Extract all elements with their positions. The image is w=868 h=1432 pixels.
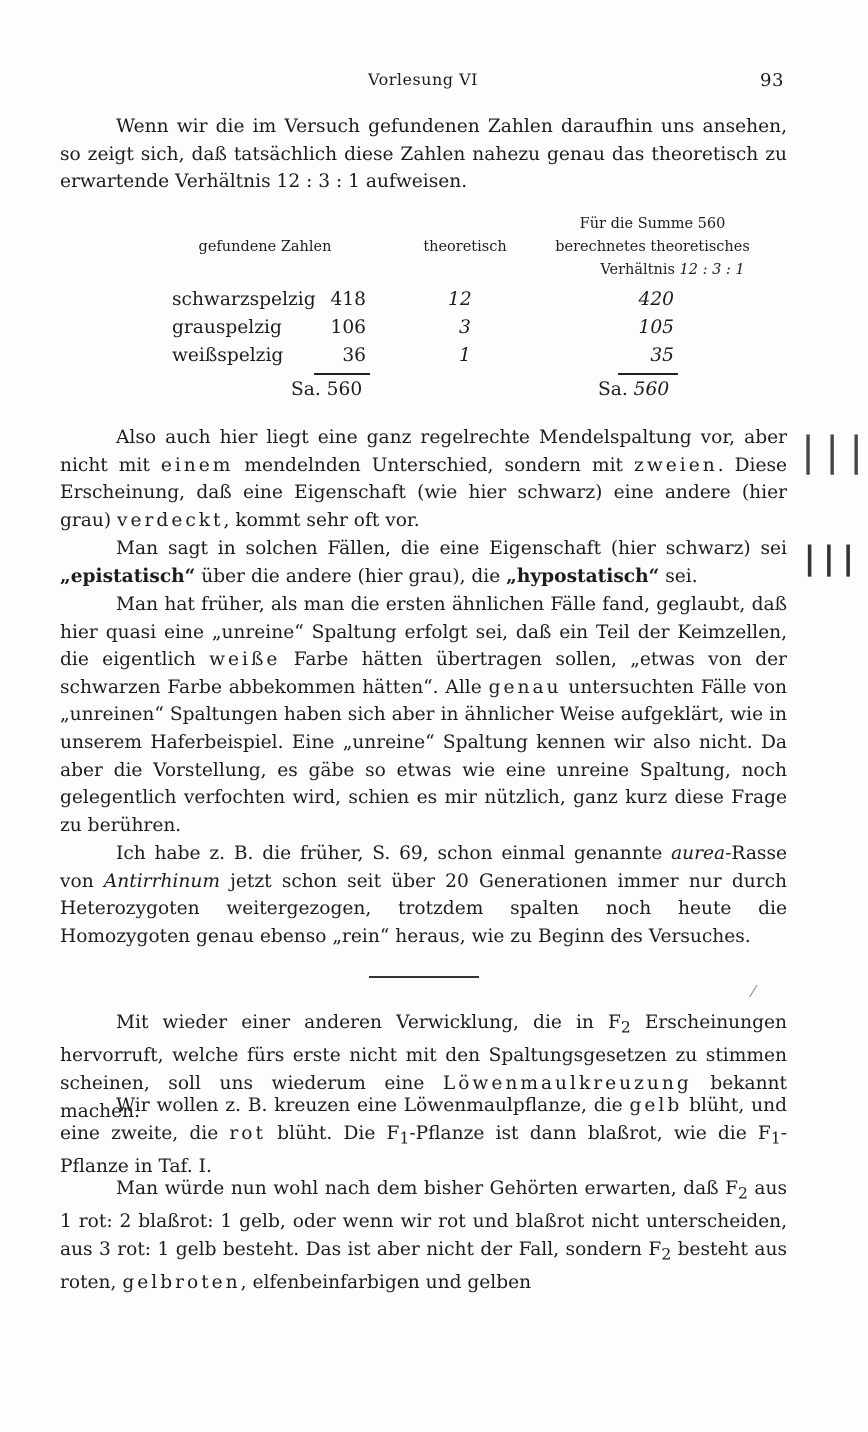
table-cell-calc: 420: [638, 289, 674, 310]
paragraph-8: Man würde nun wohl nach dem bisher Gehörten erwarten, daß $F_2$ aus 1 rot: 2 blaßrot: 1 gelb, oder wenn wir rot und blaßrot nicht unterscheiden, aus 3 rot: 1 gelb besteht. Das ist aber nicht der Fall, sondern $F_2$ besteht aus roten, gelbroten, elfenbeinfarbigen und gelben: [60, 1178, 787, 1294]
paragraph-7: Wir wollen z. B. kreuzen eine Löwenmaulpflanze, die gelb blüht, und eine zweite, die rot blüht. Die $F_1$-Pflanze ist dann blaßrot, wie die $F_1$-Pflanze in Taf. I.: [60, 1095, 787, 1177]
col-header-calc-ratio: 12 : 3 : 1: [679, 262, 745, 278]
table-cell-found: 418: [330, 289, 366, 310]
sum-found: 560: [326, 379, 363, 400]
paragraph-3: Man sagt in solchen Fällen, die eine Eigenschaft (hier schwarz) sei „epistatisch“ über die andere (hier grau), die „hypostatisch“ sei.: [60, 538, 787, 587]
col-header-theory: theoretisch: [423, 239, 507, 255]
margin-mark-1: |||: [796, 429, 868, 475]
col-header-calc-line3: [540, 259, 765, 282]
table-cell-found: 106: [330, 317, 366, 338]
col-header-calc-ratio-label: Verhältnis: [600, 262, 675, 278]
table-cell-calc: 35: [650, 345, 674, 366]
table-cell-found: 36: [342, 345, 366, 366]
sum-label: Sa.: [598, 379, 628, 400]
section-separator: [369, 976, 479, 978]
table-cell-theory: 1: [459, 345, 471, 366]
col-header-calc-line1: Für die Summe 560: [579, 216, 726, 232]
col-header-calc-line2: berechnetes theoretisches: [555, 239, 750, 255]
paragraph-5: Ich habe z. B. die früher, S. 69, schon einmal genannte aurea-Rasse von Antirrhinum jetzt schon seit über 20 Generationen immer nur durch Heterozygoten weitergezogen, trotzdem spalten noch heute die Homozygoten genau ebenso „rein“ heraus, wie zu Beginn des Versuches.: [60, 843, 788, 947]
sum-calc: 560: [633, 379, 670, 400]
sum-label: Sa.: [291, 379, 321, 400]
sum-rule-calc: [618, 373, 678, 375]
sum-row-found: [291, 379, 362, 400]
sum-row-calc: [598, 379, 669, 400]
margin-mark-2: |||: [800, 539, 858, 577]
sum-rule-found: [314, 373, 370, 375]
col-header-calc: [540, 213, 765, 282]
table-row-label: weißspelzig: [172, 345, 284, 366]
table-row-label: grauspelzig: [172, 317, 282, 338]
stray-mark: ⁄: [752, 982, 755, 1001]
paragraph-6: Mit wieder einer anderen Verwicklung, die in $F_2$ Erscheinungen hervorruft, welche fürs erste nicht mit den Spaltungsgesetzen zu stimmen scheinen, soll uns wiederum eine Löwenmaulkreuzung bekannt machen.: [60, 1012, 787, 1122]
paragraph-2: Also auch hier liegt eine ganz regelrechte Mendelspaltung vor, aber nicht mit einem mendelnden Unterschied, sondern mit zweien. Diese Erscheinung, daß eine Eigenschaft (wie hier schwarz) eine andere (hier grau) verdeckt, kommt sehr oft vor.: [60, 427, 788, 531]
paragraph-1: Wenn wir die im Versuch gefundenen Zahlen daraufhin uns ansehen, so zeigt sich, daß tatsächlich diese Zahlen nahezu genau das theoretisch zu erwartende Verhältnis 12 : 3 : 1 aufweisen.: [60, 116, 787, 193]
running-title: Vorlesung VI: [368, 70, 478, 89]
paragraph-4: Man hat früher, als man die ersten ähnlichen Fälle fand, geglaubt, daß hier quasi eine „unreine“ Spaltung erfolgt sei, daß ein Teil der Keimzellen, die eigentlich weiße Farbe hätten übertragen sollen, „etwas von der schwarzen Farbe abbekommen hätten“. Alle genau untersuchten Fälle von „unreinen“ Spaltungen haben sich aber in ähnlicher Weise aufgeklärt, wie in unserem Haferbeispiel. Eine „unreine“ Spaltung kennen wir also nicht. Da aber die Vorstellung, es gäbe so etwas wie eine unreine Spaltung, noch gelegentlich verfochten wird, schien es mir nützlich, ganz kurz diese Frage zu berühren.: [60, 594, 787, 836]
col-header-found: gefundene Zahlen: [198, 239, 332, 255]
page-number: 93: [760, 70, 784, 91]
table-row-label: schwarzspelzig: [172, 289, 316, 310]
table-cell-calc: 105: [638, 317, 674, 338]
table-cell-theory: 12: [448, 289, 472, 310]
table-cell-theory: 3: [459, 317, 471, 338]
